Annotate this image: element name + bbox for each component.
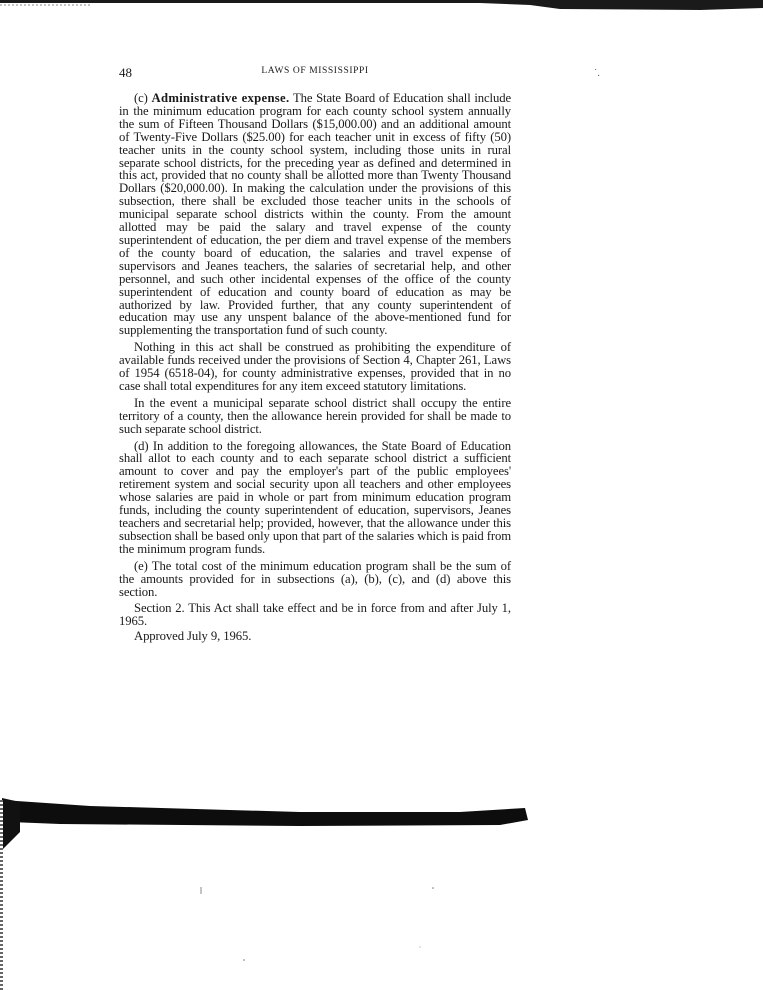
subsection-c-label: (c) xyxy=(134,91,148,105)
subsection-c-text: The State Board of Education shall include in the minimum education program for each county school system annually the sum of Fifteen Thousand Dollars ($15,000.00) and an additional amount of Twenty-Five Dollars ($25.00) for each teacher unit in excess of fifty (50) teacher units in the county school system, including those units in rural separate school districts, for the preceding year as defined and determined in this act, provided that no county shall be allotted more than Twenty Thousand Dollars ($20,000.00). In making the calculation under the provisions of this subsection, there shall be excluded those teacher units in the schools of municipal separate school districts within the county. From the amount allotted may be paid the salary and travel expense of the county superintendent of education, the per diem and travel expense of the members of the county board of education, the salaries and travel expense of supervisors and Jeanes teachers, the salaries of secretarial help, and other personnel, and such other incidental expenses of the office of the county superintendent of education and county board of education as may be authorized by law. Provided further, that any county superintendent of education may use any unspent balance of the above-mentioned fund for supplementing the transportation fund of such county. xyxy=(119,91,512,338)
paragraph-municipal-district: In the event a municipal separate school district shall occupy the entire territory of a county, then the allowance herein provided for shall be made to such separate school district. xyxy=(119,395,511,436)
subsection-c-heading: Administrative expense. xyxy=(151,91,290,105)
statute-text xyxy=(119,92,511,647)
section-2-paragraph: Section 2. This Act shall take effect and be in force from and after July 1, 1965. xyxy=(119,601,511,629)
subsection-c-paragraph xyxy=(119,92,511,337)
subsection-e-paragraph: (e) The total cost of the minimum education program shall be the sum of the amounts provided for in subsections (a), (b), (c), and (d) above this section. xyxy=(119,558,511,599)
approval-line: Approved July 9, 1965. xyxy=(134,629,252,644)
scan-border-top xyxy=(0,0,763,16)
running-head-title: LAWS OF MISSISSIPPI xyxy=(261,66,369,76)
scan-speck: ˙. xyxy=(594,68,600,79)
running-head xyxy=(119,65,511,81)
page-number: 48 xyxy=(119,65,132,80)
scan-left-edge xyxy=(0,800,3,990)
subsection-d-paragraph: (d) In addition to the foregoing allowances, the State Board of Education shall allot to each county and to each separate school district a sufficient amount to cover and pay the employer's part of the public employees' retirement system and social security upon all teachers and other employees whose salaries are paid in whole or part from minimum education program funds, including the county superintendent of education, supervisors, Jeanes teachers and secretarial help; provided, however, that the allowance under this subsection shall be based only upon that part of the salaries which is paid from the minimum program funds. xyxy=(119,438,511,556)
paragraph-expenditure: Nothing in this act shall be construed as prohibiting the expenditure of available funds received under the provisions of Section 4, Chapter 261, Laws of 1954 (6518-04), for county administrative expenses, provided that in no case shall total expenditures for any item exceed statutory limitations. xyxy=(119,340,511,393)
scan-shadow-band xyxy=(0,790,763,990)
